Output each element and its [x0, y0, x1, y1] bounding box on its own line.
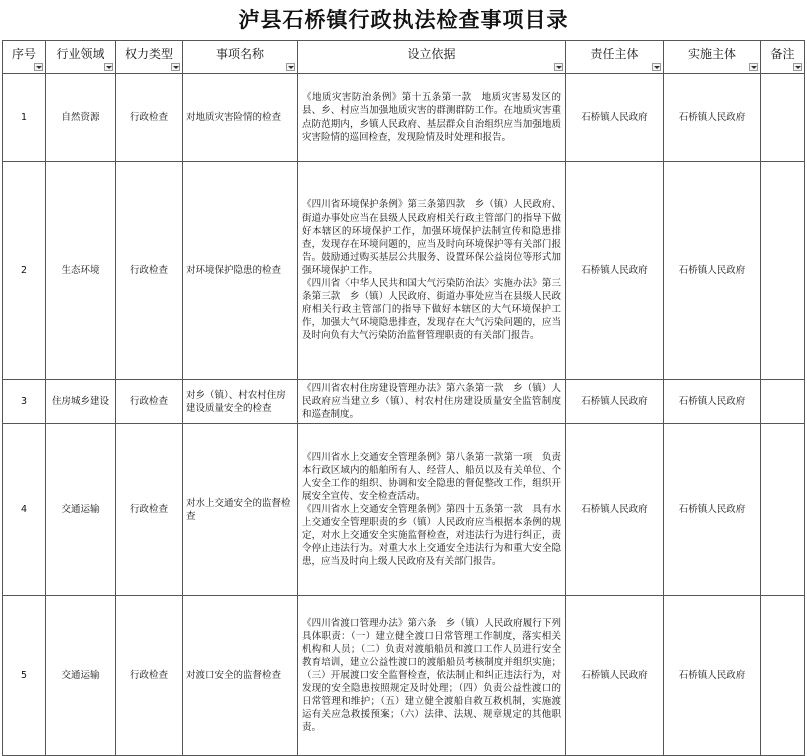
cell-implementer: 石桥镇人民政府 [664, 424, 761, 596]
filter-dropdown-icon[interactable] [793, 63, 802, 71]
basis-paragraph: 《四川省〈中华人民共和国大气污染防治法〉实施办法》第三条第三款 乡（镇）人民政府、街道办事处应当在县级人民政府相关行政主管部门的指导下做好本辖区的大气环境保护工作，加强大气环境隐患排查，发现存在大气污染问题的，应当及时向负有大气污染防治监督管理职责的有关部门报告。 [302, 278, 561, 342]
page-title: 泸县石桥镇行政执法检查事项目录 [238, 7, 569, 32]
cell-type: 行政检查 [116, 74, 183, 162]
cell-responsible: 石桥镇人民政府 [566, 74, 664, 162]
filter-dropdown-icon[interactable] [171, 63, 180, 71]
column-header-type: 权力类型 [116, 41, 183, 74]
cell-responsible: 石桥镇人民政府 [566, 596, 664, 756]
cell-type: 行政检查 [116, 162, 183, 380]
cell-responsible: 石桥镇人民政府 [566, 162, 664, 380]
inspection-table [2, 40, 805, 756]
filter-dropdown-icon[interactable] [749, 63, 758, 71]
cell-responsible: 石桥镇人民政府 [566, 424, 664, 596]
cell-basis [298, 162, 566, 380]
cell-implementer: 石桥镇人民政府 [664, 162, 761, 380]
cell-basis [298, 74, 566, 162]
cell-implementer: 石桥镇人民政府 [664, 380, 761, 424]
table-row [3, 74, 805, 162]
cell-type: 行政检查 [116, 380, 183, 424]
basis-paragraph: 《四川省水上交通安全管理条例》第四十五条第一款 具有水上交通安全管理职责的乡（镇）人民政府应当根据本条例的规定，对水上交通安全实施监督检查，对违法行为进行纠正，责令停止违法行为。对重大水上交通安全违法行为和重大安全隐患，应当及时向上级人民政府及有关部门报告。 [302, 503, 561, 568]
cell-field: 交通运输 [46, 596, 116, 756]
filter-dropdown-icon[interactable] [34, 63, 43, 71]
cell-no: 4 [3, 424, 46, 596]
cell-field: 生态环境 [46, 162, 116, 380]
cell-no: 2 [3, 162, 46, 380]
cell-name: 对环境保护隐患的检查 [183, 162, 298, 380]
basis-paragraph: 《地质灾害防治条例》第十五条第一款 地质灾害易发区的县、乡、村应当加强地质灾害的群测群防工作。在地质灾害重点防范期内，乡镇人民政府、基层群众自治组织应当加强地质灾害险情的巡回检查，发现险情及时处理和报告。 [302, 92, 561, 143]
cell-name: 对地质灾害险情的检查 [183, 74, 298, 162]
basis-paragraph: 《四川省水上交通安全管理条例》第八条第一款第一项 负责本行政区域内的船舶所有人、经营人、船员以及有关单位、个人安全工作的组织、协调和安全隐患的督促整改工作，组织开展安全宣传、安全检查活动。 [302, 451, 561, 502]
cell-type: 行政检查 [116, 596, 183, 756]
column-header-responsible: 责任主体 [566, 41, 664, 74]
basis-paragraph: 《四川省环境保护条例》第三条第四款 乡（镇）人民政府、街道办事处应当在县级人民政府相关行政主管部门的指导下做好本辖区的环境保护工作，加强环境保护法制宣传和隐患排查，发现存在环境问题的，应当及时向环境保护等有关部门报告。鼓励通过购买基层公共服务、设置环保公益岗位等形式加强环境保护工作。 [302, 199, 561, 276]
column-header-no: 序号 [3, 41, 46, 74]
cell-note [761, 162, 805, 380]
cell-note [761, 596, 805, 756]
cell-field: 住房城乡建设 [46, 380, 116, 424]
cell-name: 对渡口安全的监督检查 [183, 596, 298, 756]
cell-type: 行政检查 [116, 424, 183, 596]
basis-paragraph: 《四川省农村住房建设管理办法》第六条第一款 乡（镇）人民政府应当建立乡（镇）、村农村住房建设质量安全监管制度和巡查制度。 [302, 382, 561, 421]
column-header-note: 备注 [761, 41, 805, 74]
filter-dropdown-icon[interactable] [104, 63, 113, 71]
basis-paragraph: 《四川省渡口管理办法》第六条 乡（镇）人民政府履行下列具体职责：（一）建立健全渡口日常管理工作制度，落实相关机构和人员；（二）负责对渡船船员和渡口工作人员进行安全教育培训，建立公益性渡口的渡船船员考核制度并组织实施；（三）开展渡口安全监督检查，依法制止和纠正违法行为，对发现的安全隐患按照规定及时处理；（四）负责公益性渡口的日常管理和维护；（五）建立健全渡船自救互救机制，实施渡运有关应急救援预案；（六）法律、法规、规章规定的其他职责。 [302, 617, 561, 734]
cell-field: 自然资源 [46, 74, 116, 162]
column-header-field: 行业领域 [46, 41, 116, 74]
cell-implementer: 石桥镇人民政府 [664, 596, 761, 756]
filter-dropdown-icon[interactable] [652, 63, 661, 71]
cell-name: 对乡（镇）、村农村住房建设质量安全的检查 [183, 380, 298, 424]
cell-note [761, 380, 805, 424]
cell-implementer: 石桥镇人民政府 [664, 74, 761, 162]
table-row [3, 596, 805, 756]
table-row [3, 380, 805, 424]
cell-note [761, 74, 805, 162]
cell-no: 1 [3, 74, 46, 162]
column-header-implementer: 实施主体 [664, 41, 761, 74]
cell-name: 对水上交通安全的监督检查 [183, 424, 298, 596]
cell-no: 3 [3, 380, 46, 424]
cell-basis [298, 380, 566, 424]
table-row [3, 424, 805, 596]
cell-note [761, 424, 805, 596]
cell-field: 交通运输 [46, 424, 116, 596]
filter-dropdown-icon[interactable] [286, 63, 295, 71]
cell-no: 5 [3, 596, 46, 756]
filter-dropdown-icon[interactable] [554, 63, 563, 71]
cell-basis [298, 596, 566, 756]
column-header-basis: 设立依据 [298, 41, 566, 74]
cell-basis [298, 424, 566, 596]
column-header-name: 事项名称 [183, 41, 298, 74]
cell-responsible: 石桥镇人民政府 [566, 380, 664, 424]
header-row [3, 41, 805, 74]
table-row [3, 162, 805, 380]
